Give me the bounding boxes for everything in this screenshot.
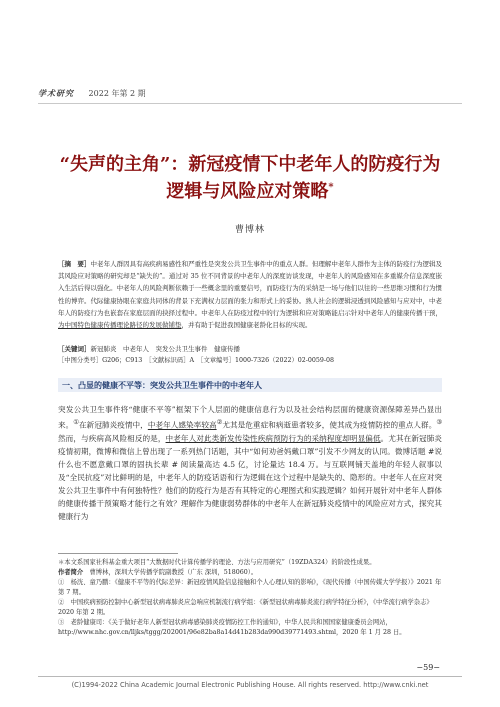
footnote-author <box>58 568 442 578</box>
abstract <box>58 258 442 331</box>
abstract-text: 中老年人群因具有高疾病易感性和严重性是突发公共卫生事件中的重点人群。但理解中老年人群作为主体的防疫行为逻辑及其风险应对策略的研究却是“缺失的”。通过对 35 位不同背景的中老年人的深度访谈发现，中老年人的风险感知在多重媒介信息深度嵌入生活后得以强化。中老年人的风险判断依赖于一些概念里的重要信号，而防疫行为的采纳是一场与他们以往的一些思维习惯和行为惯性的博弈。代际健康协眼在家庭共同体的背景下充满权力层面的张力和形式上的妥协。熟人社会的逻辑浸透到风险感知与应对中，中老年人的防疫行为也嵌套在家庭层面的抉择过程中。中老年人在防疫过程中的行为逻辑和应对策略能启示针对中老年人的健康传播干预， <box>58 260 443 317</box>
page-number: −59− <box>416 663 440 672</box>
body-text <box>58 403 442 523</box>
title-footnote-mark: * <box>328 182 334 193</box>
keywords <box>58 344 442 354</box>
section-heading: 一、凸显的健康不平等：突发公共卫生事件中的中老年人 <box>58 378 442 392</box>
footnote-ref: ② <box>216 419 223 427</box>
article-title-line-1: “失声的主角”：新冠疫情下中老年人的防疫行为 <box>59 154 441 175</box>
issue-label: 2022 年第 2 期 <box>88 89 146 98</box>
article-title-line-2-text: 逻辑与风险应对策略 <box>166 181 329 202</box>
journal-name: 学术研究 <box>38 88 74 98</box>
journal-header <box>38 88 146 99</box>
abstract-text-end: ，并有助于促进我国健康老龄化目标的实现。 <box>181 321 312 330</box>
body-underlined: 中老年人感染率较高 <box>147 420 217 430</box>
footnote-funding: ＊本文系国家社科基金重大项目“大数据时代计算传播学的理论、方法与应用研究”（19ZDA324）的阶段性成果。 <box>58 559 376 566</box>
footnote-ref: ① <box>73 419 80 427</box>
footnote-author-label: 作者简介 <box>58 569 84 576</box>
keywords-text: 新冠肺炎 中老年人 突发公共卫生事件 健康传播 <box>90 345 240 353</box>
footnote-author-text: 曹博林，深圳大学传播学院副教授（广东 深圳，518060）。 <box>89 569 258 576</box>
body-underlined: 中老年人对此类新发传染性疾病预防行为的采纳程度却明显偏低 <box>165 433 381 443</box>
author-name: 曹博林 <box>234 225 265 235</box>
body-sentence: 。尤其在新冠肺炎疫情初期，微博和微信上曾出现了一系列热门话题，其中“如何劝爸妈戴口罩”引发不少网友的认同。微博话题 #说什么也不愿意戴口罩的固执长辈 # 阅读量高达 4.5 亿，讨论量达 18.4 万。与互联网铺天盖地的年轻人叙事以及“全民抗疫”对比鲜明的是，中老年人的防疫话语和行为逻辑在这个过程中是缺失的、隐形的。中老年人在应对突发公共卫生事件中有何独特性？他们的防疫行为是否有其特定的心理图式和实践逻辑？如何开展针对中老年人群体的健康传播干预策略才能行之有效？理解作为健康弱势群体的中老年人在新冠肺炎疫情中的风险应对方式，探究其健康行为 <box>58 433 443 522</box>
footnote-1: ① 杨洸、童乃鹏：《健康不平等的代际差异：新冠疫情风险信息接触和个人心理认知的影响》，《现代传播（中国传媒大学学报）》2021 年第 7 期。 <box>58 579 442 596</box>
keywords-label: ［关键词］ <box>58 345 91 353</box>
header-divider <box>38 103 462 104</box>
footnote-ref: ③ <box>436 419 443 427</box>
abstract-label: ［摘 要］ <box>58 260 91 268</box>
footer-divider <box>38 676 462 677</box>
classification-line: ［中图分类号］G206；C913 ［文献标识码］A ［文章编号］1000-7326（2022）02-0059-08 <box>58 357 335 364</box>
footnote-divider <box>58 553 178 554</box>
footnote-3: ③ 老龄健康司：《关于做好老年人新型冠状病毒感染肺炎疫情防控工作的通知》，中华人民共和国国家健康委员会网站，http://www.nhc.gov.cn/lljks/tggg/202001/96e82ba8a14d41b283da990d39771493.shtml，2020 年 1 月 28 日。 <box>58 619 406 636</box>
abstract-underlined-text: 为中国特色健康传播理论路径的发展做铺垫 <box>58 321 182 330</box>
copyright-line: (C)1994-2022 China Academic Journal Electronic Publishing House. All rights reserved. http://www.cnki.net <box>71 681 429 689</box>
body-sentence: 然而，与疾病高风险相反的是， <box>58 433 166 443</box>
footnotes <box>58 558 442 638</box>
body-sentence: 尤其是危重症和病逝患者较多，使其成为疫情防控的重点人群。 <box>222 420 437 430</box>
article-title-line-2 <box>0 177 500 203</box>
body-sentence: 在新冠肺炎疫情中， <box>79 420 148 430</box>
footnote-2: ② 中国疾病预防控制中心新型冠状病毒肺炎应急响应机制流行病学组：《新型冠状病毒肺炎流行病学特征分析》，《中华流行病学杂志》2020 年第 2 期。 <box>58 599 433 616</box>
body-sentence: 突发公共卫生事件将“健康不平等”框架下个人层面的健康信息行为以及社会结构层面的健康资源保障差异凸显出来。 <box>58 405 442 430</box>
